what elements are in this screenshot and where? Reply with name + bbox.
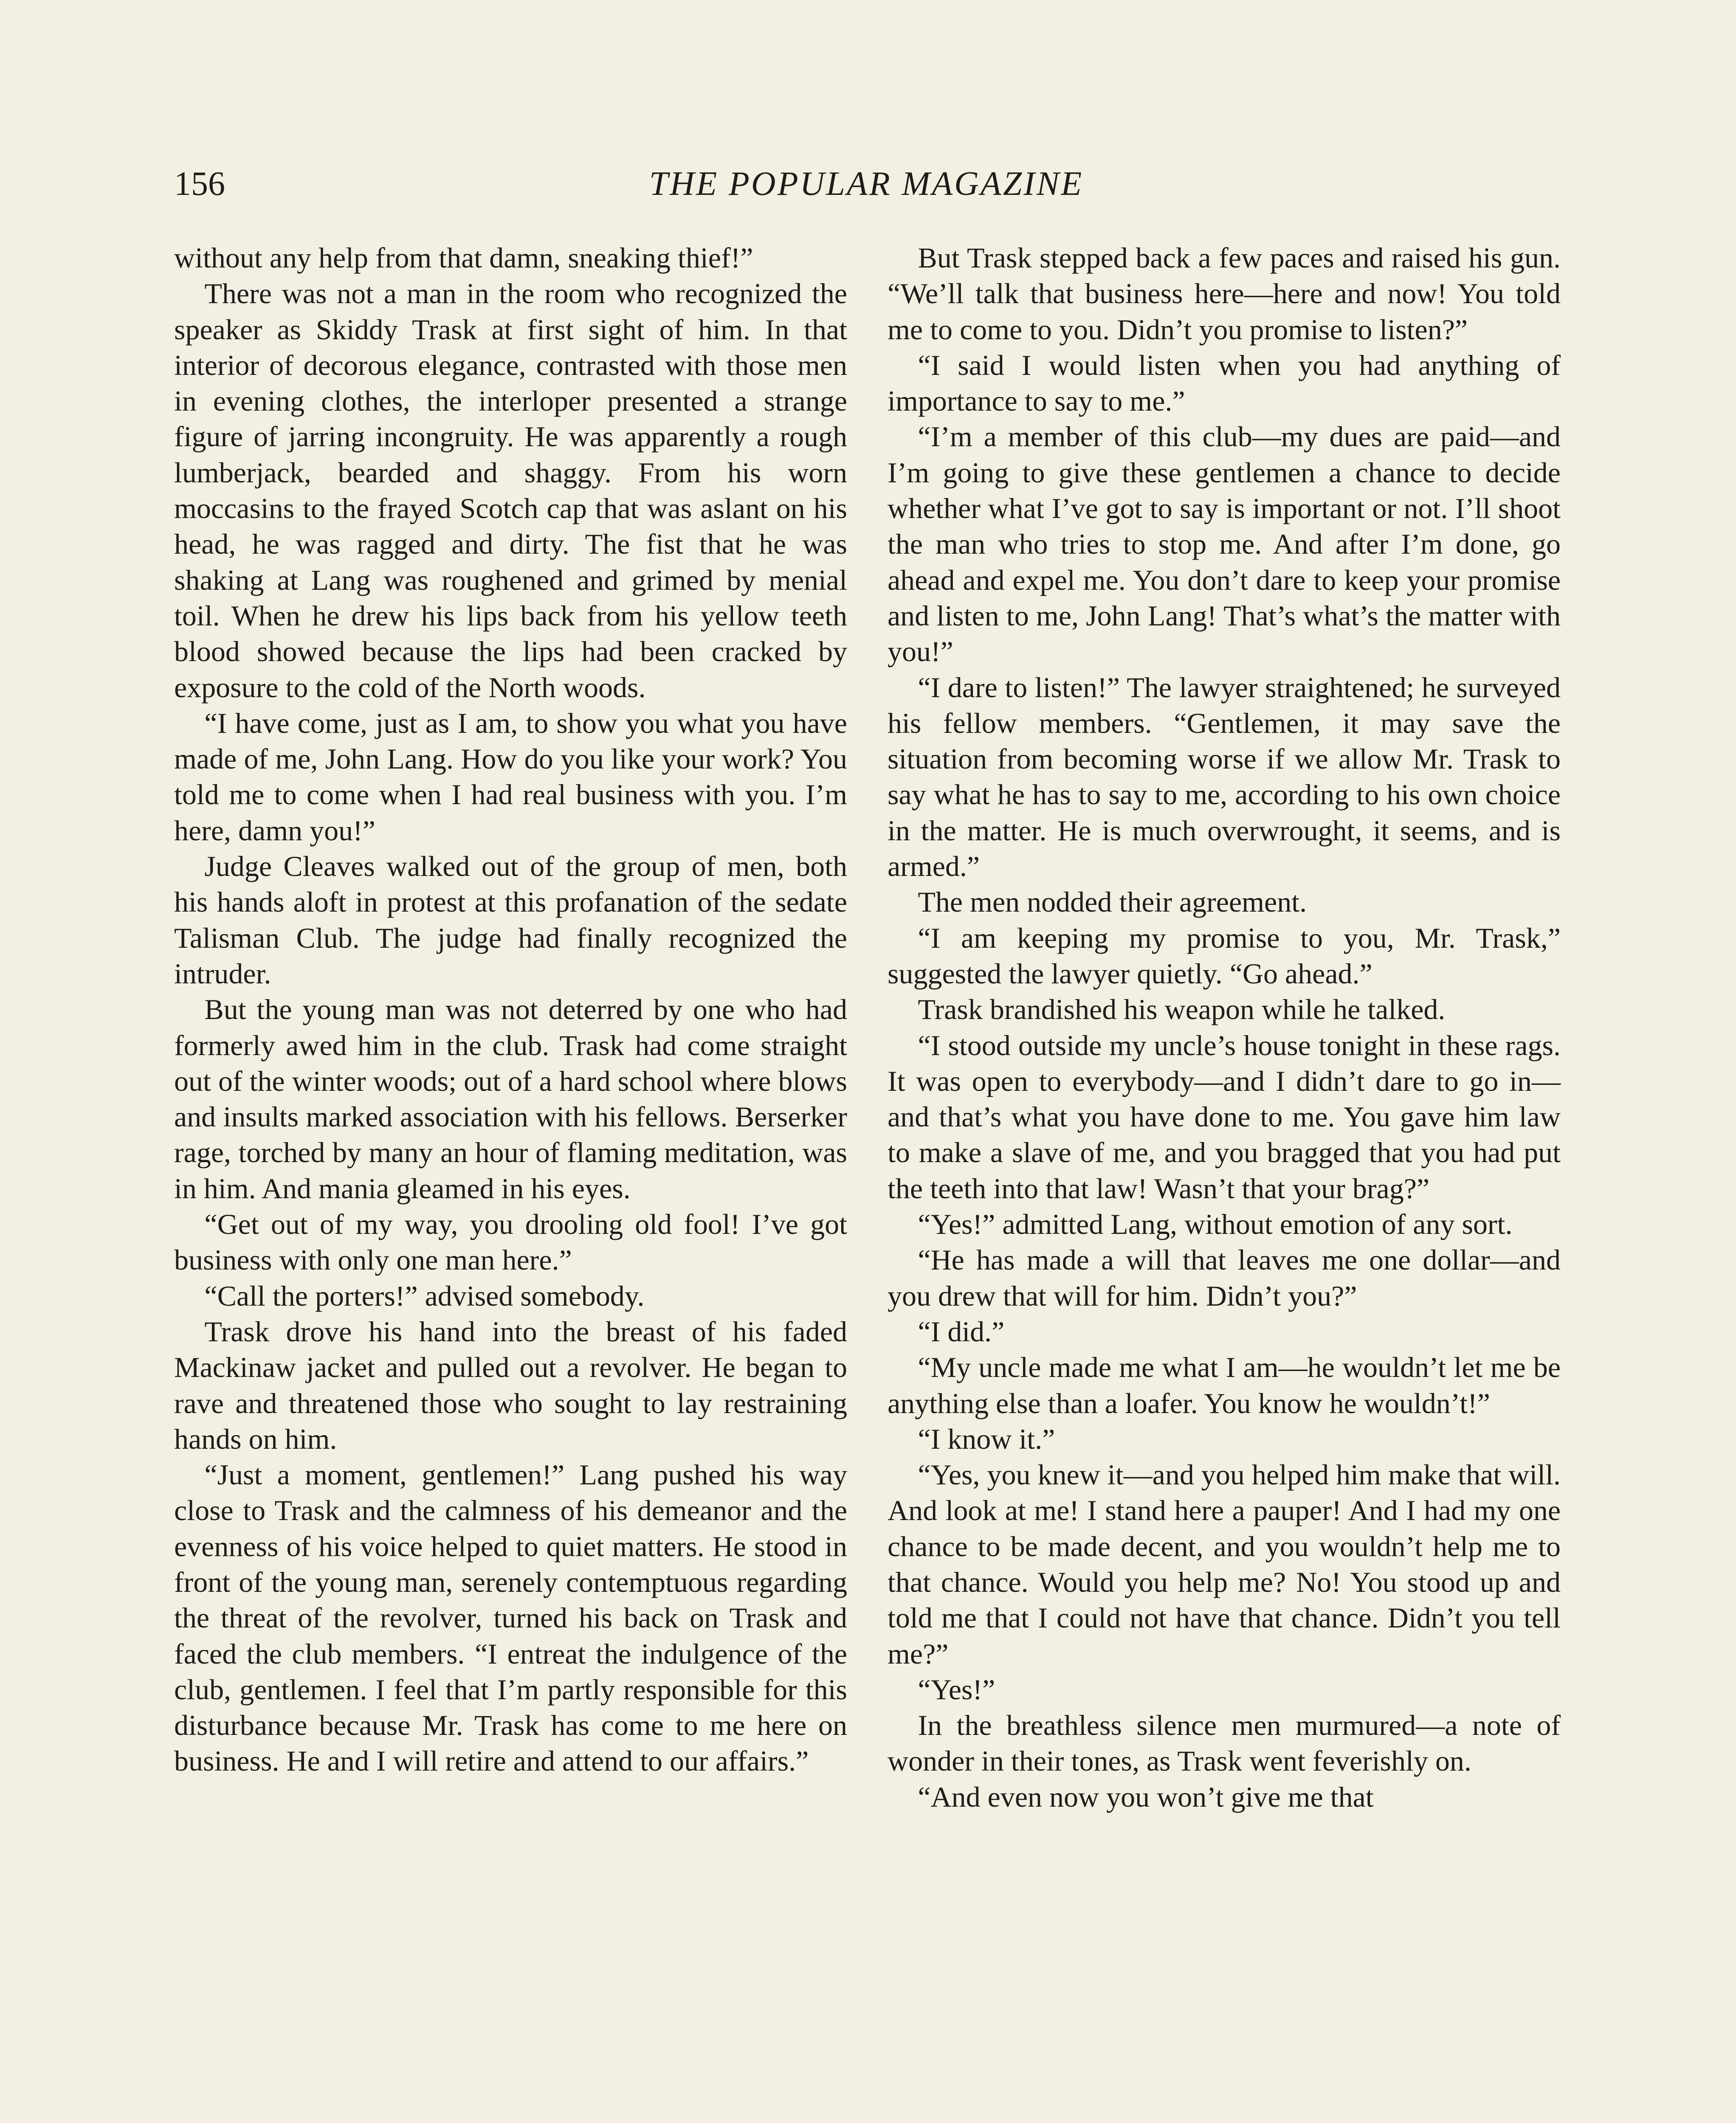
paragraph: Judge Cleaves walked out of the group of men, both his hands aloft in protest at this profanation of the sedate Talisman Club. The judge had finally recognized the intruder. xyxy=(174,850,847,990)
right-text-column xyxy=(888,240,1561,1815)
paragraph: “I am keeping my promise to you, Mr. Trask,” suggested the lawyer quietly. “Go ahead.” xyxy=(888,921,1561,990)
paragraph: But the young man was not deterred by one who had formerly awed him in the club. Trask had come straight out of the winter woods; out of a hard school where blows and insults marked association with his fellows. Berserker rage, torched by many an hour of flaming meditation, was in him. And mania gleamed in his eyes. xyxy=(174,993,847,1205)
paragraph: “Yes!” xyxy=(918,1673,995,1706)
paragraph: Trask drove his hand into the breast of his faded Mackinaw jacket and pulled out a revolver. He began to rave and threatened those who sought to lay restraining hands on him. xyxy=(174,1315,847,1455)
page-header xyxy=(174,160,1558,207)
paragraph: “I’m a member of this club—my dues are paid—and I’m going to give these gentlemen a chance to decide whether what I’ve got to say is important or not. I’ll shoot the man who tries to stop me. And after I’m done, go ahead and expel me. You don’t dare to keep your promise and listen to me, John Lang! That’s what’s the matter with you!” xyxy=(888,420,1561,668)
paragraph: Trask brandished his weapon while he talked. xyxy=(918,993,1446,1026)
paragraph: The men nodded their agreement. xyxy=(918,886,1307,918)
paragraph: “Yes, you knew it—and you helped him make that will. And look at me! I stand here a pauper! And I had my one chance to be made decent, and you wouldn’t help me to that chance. Would you help me? No! You stood up and told me that I could not have that chance. Didn’t you tell me?” xyxy=(888,1459,1561,1670)
paragraph: “Yes!” admitted Lang, without emotion of any sort. xyxy=(918,1208,1513,1241)
paragraph: “I did.” xyxy=(918,1315,1005,1348)
paragraph: “I know it.” xyxy=(918,1422,1055,1455)
paragraph: “Get out of my way, you drooling old fool! I’ve got business with only one man here.” xyxy=(174,1208,847,1276)
paragraph: “I stood outside my uncle’s house tonight in these rags. It was open to everybody—and I didn’t dare to go in—and that’s what you have done to me. You gave him law to make a slave of me, and you bragged that you had put the teeth into that law! Wasn’t that your brag?” xyxy=(888,1029,1561,1205)
magazine-title: THE POPULAR MAGAZINE xyxy=(649,165,1084,203)
left-text-column xyxy=(174,240,847,1779)
page-number: 156 xyxy=(174,165,225,203)
paragraph: “I dare to listen!” The lawyer straightened; he surveyed his fellow members. “Gentlemen, it may save the situation from becoming worse if we allow Mr. Trask to say what he has to say to me, according to his own choice in the matter. He is much overwrought, it seems, and is armed.” xyxy=(888,671,1561,883)
paragraph: But Trask stepped back a few paces and raised his gun. “We’ll talk that business here—here and now! You told me to come to you. Didn’t you promise to listen?” xyxy=(888,242,1561,346)
paragraph: There was not a man in the room who recognized the speaker as Skiddy Trask at first sight of him. In that interior of decorous elegance, contrasted with those men in evening clothes, the interloper presented a strange figure of jarring incongruity. He was apparently a rough lumberjack, bearded and shaggy. From his worn moccasins to the frayed Scotch cap that was aslant on his head, he was ragged and dirty. The fist that he was shaking at Lang was roughened and grimed by menial toil. When he drew his lips back from his yellow teeth blood showed because the lips had been cracked by exposure to the cold of the North woods. xyxy=(174,277,847,704)
paragraph: “My uncle made me what I am—he wouldn’t let me be anything else than a loafer. You know he wouldn’t!” xyxy=(888,1351,1561,1419)
paragraph: “Just a moment, gentlemen!” Lang pushed his way close to Trask and the calmness of his demeanor and the evenness of his voice helped to quiet matters. He stood in front of the young man, serenely contemptuous regarding the threat of the revolver, turned his back on Trask and faced the club members. “I entreat the indulgence of the club, gentlemen. I feel that I’m partly responsible for this disturbance because Mr. Trask has come to me here on business. He and I will retire and attend to our affairs.” xyxy=(174,1459,847,1777)
paragraph: “I said I would listen when you had anything of importance to say to me.” xyxy=(888,349,1561,417)
paragraph: “I have come, just as I am, to show you what you have made of me, John Lang. How do you like your work? You told me to come when I had real business with you. I’m here, damn you!” xyxy=(174,707,847,847)
paragraph: without any help from that damn, sneaking thief!” xyxy=(174,242,753,274)
paragraph: “Call the porters!” advised somebody. xyxy=(204,1279,645,1312)
paragraph: “He has made a will that leaves me one dollar—and you drew that will for him. Didn’t you?” xyxy=(888,1244,1561,1312)
paragraph: “And even now you won’t give me that xyxy=(918,1780,1374,1813)
paragraph: In the breathless silence men murmured—a note of wonder in their tones, as Trask went feverishly on. xyxy=(888,1709,1561,1777)
